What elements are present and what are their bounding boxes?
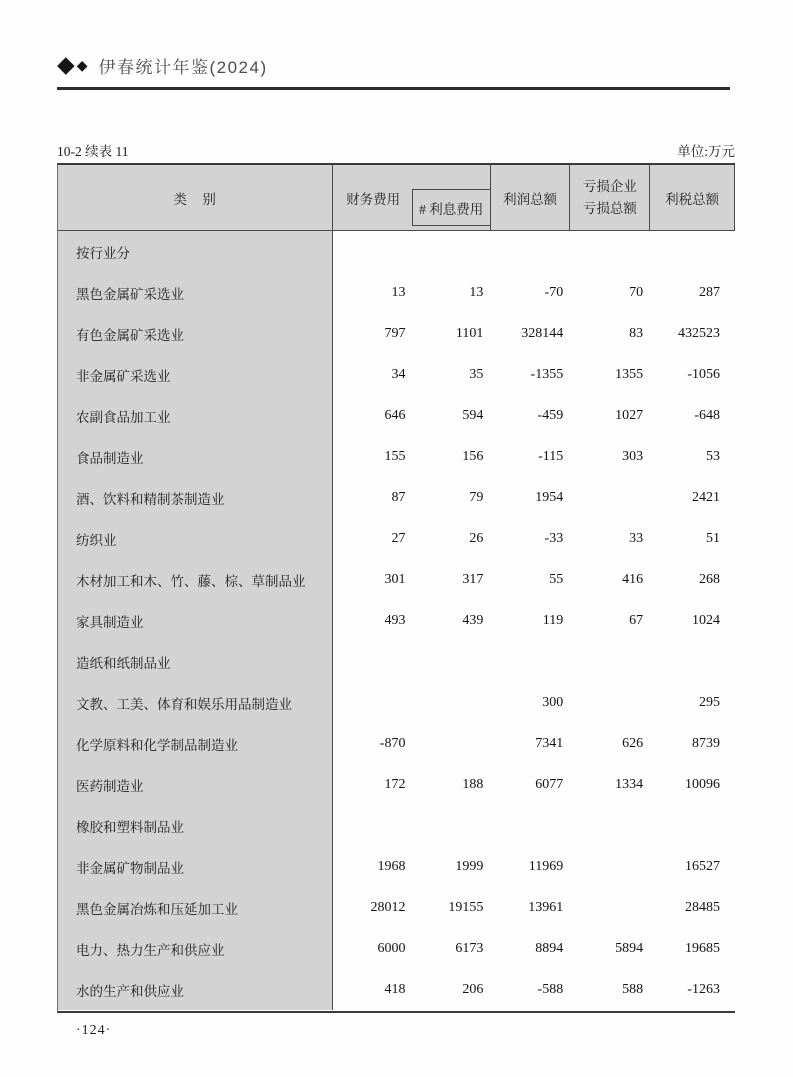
cell-total-profit: 13961 <box>528 899 564 915</box>
cell-financial-expense: 87 <box>391 489 406 505</box>
cell-interest-expense: 206 <box>462 981 484 997</box>
table-row <box>58 887 735 928</box>
cell-interest-expense: 13 <box>469 284 484 300</box>
table-row <box>58 313 735 354</box>
cell-profit-and-tax: 268 <box>698 571 720 587</box>
row-label: 食品制造业 <box>58 436 333 477</box>
cell-financial-expense: 13 <box>391 284 406 300</box>
cell-total-profit: 55 <box>549 571 564 587</box>
cell-profit-and-tax: 295 <box>698 694 720 710</box>
cell-interest-expense: 156 <box>462 448 484 464</box>
cell-interest-expense: 317 <box>462 571 484 587</box>
cell-total-profit: -33 <box>544 530 564 546</box>
diamond-icon-small: ◆ <box>76 57 88 74</box>
cell-profit-and-tax: 16527 <box>684 858 720 874</box>
cell-loss-total: 1334 <box>615 776 644 792</box>
cell-profit-and-tax: 2421 <box>691 489 720 505</box>
cell-interest-expense <box>412 641 490 682</box>
table-row <box>58 600 735 641</box>
cell-total-profit <box>490 231 570 272</box>
row-label: 按行业分 <box>58 231 333 272</box>
cell-financial-expense: 418 <box>384 981 406 997</box>
cell-financial-expense: 797 <box>384 325 406 341</box>
cell-total-profit: 7341 <box>535 735 564 751</box>
cell-interest-expense: 26 <box>469 530 484 546</box>
cell-interest-expense: 6173 <box>455 940 484 956</box>
cell-profit-and-tax: 8739 <box>691 735 720 751</box>
table-row <box>58 518 735 559</box>
row-label: 家具制造业 <box>58 600 333 641</box>
table-row <box>58 436 735 477</box>
cell-loss-total <box>570 682 650 723</box>
row-label: 电力、热力生产和供应业 <box>58 928 333 969</box>
header-financial-expense: 财务费用 <box>346 191 401 207</box>
table-row <box>58 395 735 436</box>
table-row <box>58 231 735 272</box>
cell-loss-total: 33 <box>629 530 644 546</box>
cell-loss-total <box>570 231 650 272</box>
cell-financial-expense: 301 <box>384 571 406 587</box>
row-label: 有色金属矿采选业 <box>58 313 333 354</box>
unit-label: 单位:万元 <box>677 144 735 159</box>
row-label: 水的生产和供应业 <box>58 969 333 1010</box>
cell-loss-total: 67 <box>629 612 644 628</box>
table-row <box>58 805 735 846</box>
header-financial-group <box>332 165 490 230</box>
cell-total-profit: 6077 <box>535 776 564 792</box>
cell-profit-and-tax <box>650 231 735 272</box>
cell-loss-total: 626 <box>622 735 644 751</box>
row-label: 纺织业 <box>58 518 333 559</box>
cell-profit-and-tax <box>650 805 735 846</box>
header-profit-and-tax: 利税总额 <box>649 165 734 230</box>
cell-interest-expense <box>412 231 490 272</box>
row-label: 文教、工美、体育和娱乐用品制造业 <box>58 682 333 723</box>
cell-loss-total: 1027 <box>615 407 644 423</box>
cell-interest-expense <box>412 805 490 846</box>
cell-profit-and-tax: 287 <box>698 284 720 300</box>
cell-interest-expense: 1999 <box>455 858 484 874</box>
cell-loss-total: 1355 <box>615 366 644 382</box>
yearbook-title: 伊春统计年鉴(2024) <box>98 58 268 77</box>
cell-total-profit: 328144 <box>521 325 564 341</box>
cell-profit-and-tax: 10096 <box>684 776 720 792</box>
diamond-icon-large: ◆ <box>57 52 75 78</box>
table-row <box>58 846 735 887</box>
cell-interest-expense <box>412 723 490 764</box>
cell-total-profit <box>490 641 570 682</box>
cell-profit-and-tax: 53 <box>705 448 720 464</box>
cell-financial-expense: -870 <box>379 735 406 751</box>
cell-profit-and-tax: 28485 <box>684 899 720 915</box>
header-loss-line1: 亏损企业 <box>582 178 637 194</box>
cell-profit-and-tax: -648 <box>694 407 720 423</box>
cell-financial-expense <box>333 641 413 682</box>
cell-financial-expense: 172 <box>384 776 406 792</box>
cell-total-profit: 8894 <box>535 940 564 956</box>
row-label: 非金属矿采选业 <box>58 354 333 395</box>
cell-profit-and-tax: 19685 <box>684 940 720 956</box>
row-label: 黑色金属矿采选业 <box>58 272 333 313</box>
table-row <box>58 928 735 969</box>
cell-interest-expense: 439 <box>462 612 484 628</box>
cell-total-profit: -459 <box>537 407 564 423</box>
table-row <box>58 641 735 682</box>
cell-total-profit: 300 <box>542 694 564 710</box>
cell-financial-expense: 493 <box>384 612 406 628</box>
cell-loss-total <box>570 887 650 928</box>
row-label: 木材加工和木、竹、藤、棕、草制品业 <box>58 559 333 600</box>
table-row <box>58 559 735 600</box>
header-interest-expense: # 利息费用 <box>412 189 490 226</box>
row-label: 黑色金属冶炼和压延加工业 <box>58 887 333 928</box>
row-label: 酒、饮料和精制茶制造业 <box>58 477 333 518</box>
header-category: 类 别 <box>173 191 217 207</box>
table-header <box>58 165 735 231</box>
cell-financial-expense: 155 <box>384 448 406 464</box>
cell-interest-expense: 19155 <box>448 899 484 915</box>
row-label: 非金属矿物制品业 <box>58 846 333 887</box>
cell-loss-total: 416 <box>622 571 644 587</box>
cell-financial-expense: 6000 <box>377 940 406 956</box>
cell-financial-expense <box>333 682 413 723</box>
cell-total-profit: 11969 <box>528 858 564 874</box>
table-row <box>58 272 735 313</box>
cell-profit-and-tax: 432523 <box>677 325 720 341</box>
row-label: 造纸和纸制品业 <box>58 641 333 682</box>
cell-interest-expense: 35 <box>469 366 484 382</box>
row-label: 橡胶和塑料制品业 <box>58 805 333 846</box>
cell-interest-expense <box>412 682 490 723</box>
cell-financial-expense <box>333 805 413 846</box>
cell-interest-expense: 594 <box>462 407 484 423</box>
table-row <box>58 354 735 395</box>
cell-loss-total <box>570 477 650 518</box>
cell-loss-total: 70 <box>629 284 644 300</box>
row-label: 化学原料和化学制品制造业 <box>58 723 333 764</box>
row-label: 农副食品加工业 <box>58 395 333 436</box>
cell-total-profit: 119 <box>542 612 564 628</box>
cell-total-profit: -115 <box>538 448 564 464</box>
cell-profit-and-tax: -1263 <box>687 981 720 997</box>
cell-loss-total <box>570 641 650 682</box>
cell-loss-total: 5894 <box>615 940 644 956</box>
cell-financial-expense: 1968 <box>377 858 406 874</box>
page-masthead <box>57 53 730 90</box>
table-number-label: 10-2 续表 11 <box>57 144 129 159</box>
row-label: 医药制造业 <box>58 764 333 805</box>
page-number: ·124· <box>76 1023 112 1038</box>
page-footer <box>76 1023 111 1039</box>
cell-profit-and-tax: -1056 <box>687 366 720 382</box>
cell-loss-total: 303 <box>622 448 644 464</box>
cell-profit-and-tax: 1024 <box>691 612 720 628</box>
cell-interest-expense: 79 <box>469 489 484 505</box>
cell-interest-expense: 188 <box>462 776 484 792</box>
cell-total-profit: -1355 <box>530 366 564 382</box>
cell-financial-expense: 34 <box>391 366 406 382</box>
cell-financial-expense: 27 <box>391 530 406 546</box>
cell-financial-expense: 28012 <box>370 899 406 915</box>
table-row <box>58 477 735 518</box>
statistics-table <box>57 163 735 1013</box>
cell-loss-total: 83 <box>629 325 644 341</box>
table-caption-row <box>57 140 735 160</box>
table-body <box>58 231 735 1010</box>
header-loss-enterprise <box>569 165 649 230</box>
table-row <box>58 723 735 764</box>
cell-profit-and-tax: 51 <box>705 530 720 546</box>
cell-loss-total <box>570 846 650 887</box>
table-row <box>58 969 735 1010</box>
cell-financial-expense <box>333 231 413 272</box>
cell-financial-expense: 646 <box>384 407 406 423</box>
cell-total-profit <box>490 805 570 846</box>
header-total-profit: 利润总额 <box>490 165 570 230</box>
table-row <box>58 764 735 805</box>
cell-loss-total <box>570 805 650 846</box>
cell-loss-total: 588 <box>622 981 644 997</box>
header-loss-line2: 亏损总额 <box>582 200 637 216</box>
cell-total-profit: -70 <box>544 284 564 300</box>
table-row <box>58 682 735 723</box>
cell-interest-expense: 1101 <box>455 325 484 341</box>
cell-profit-and-tax <box>650 641 735 682</box>
cell-total-profit: -588 <box>537 981 564 997</box>
cell-total-profit: 1954 <box>535 489 564 505</box>
